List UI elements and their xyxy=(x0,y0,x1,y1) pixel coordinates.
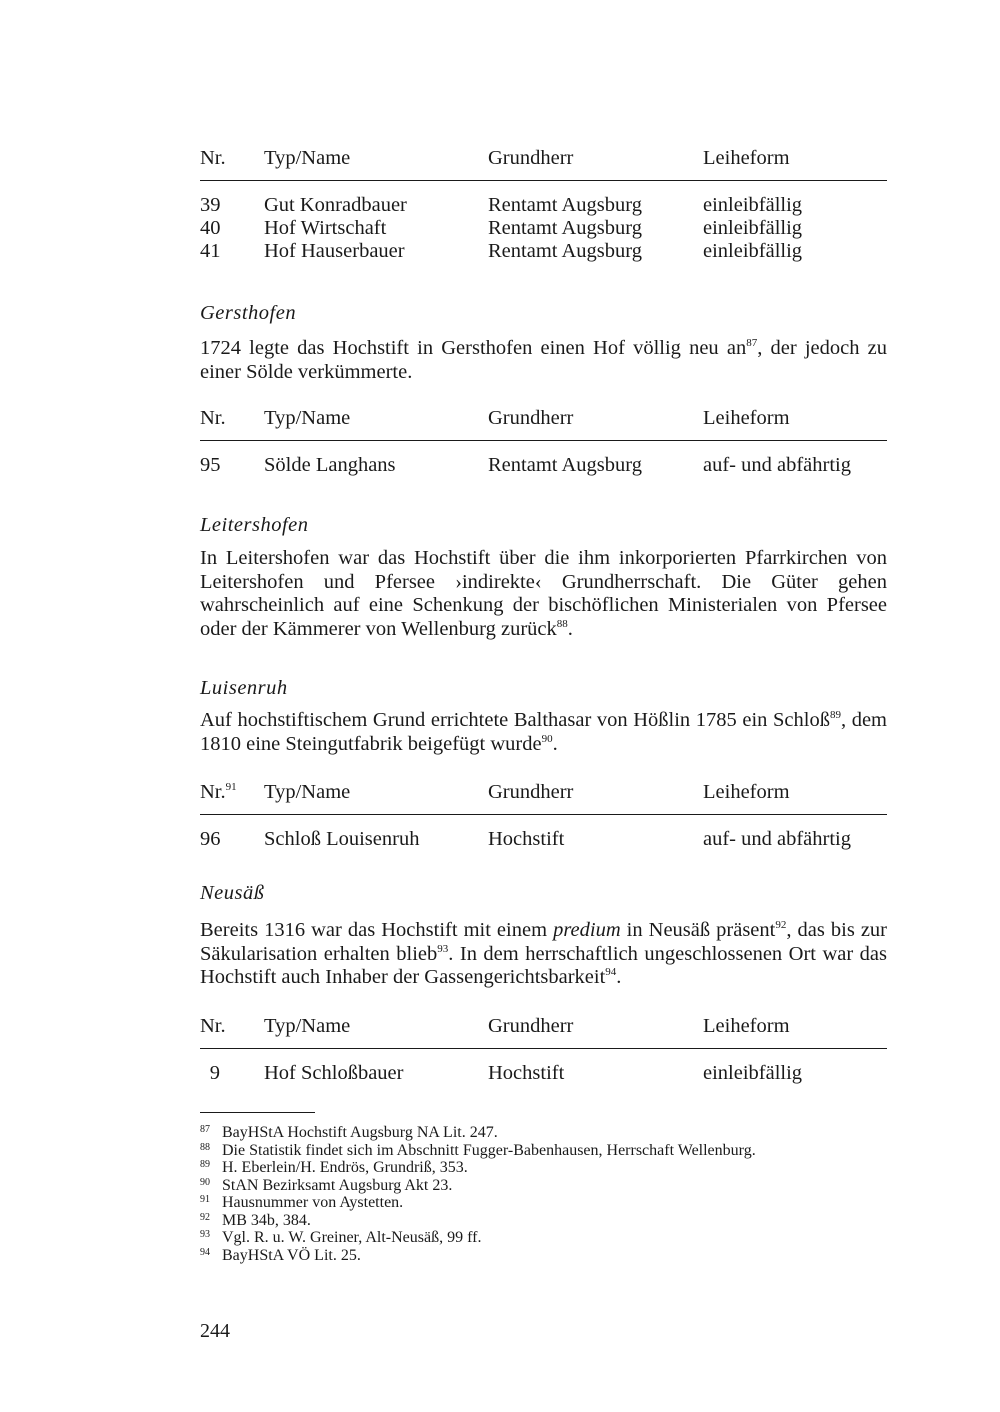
section-heading-leitershofen: Leitershofen xyxy=(200,514,309,536)
cell-typ: Hof Schloßbauer xyxy=(264,1062,404,1084)
footnote-number: 88 xyxy=(200,1141,210,1153)
footnote-number: 94 xyxy=(200,1246,210,1258)
table-1 xyxy=(200,147,887,263)
footnote xyxy=(200,1124,887,1142)
table-header xyxy=(200,1015,887,1038)
text-segment: In Leitershofen war das Hochstift über die ihm inkorporierten Pfarrkirchen von Leitershofen und Pfersee ›indirekte‹ Grundherrschaft. Die Güter gehen wahrscheinlich auf eine Schenkung der bischöflichen Ministerialen von Pfersee oder der Kämmerer von Wellenburg zurück xyxy=(200,547,887,640)
section-heading-gersthofen: Gersthofen xyxy=(200,302,297,324)
text-segment: Bereits 1316 war das Hochstift mit einem xyxy=(200,919,554,941)
footnote-text: MB 34b, 384. xyxy=(222,1211,311,1229)
table-rule xyxy=(200,814,887,815)
header-nr xyxy=(200,781,237,804)
footnote xyxy=(200,1229,887,1247)
header-nr: Nr. xyxy=(200,407,226,429)
page-number: 244 xyxy=(200,1320,230,1342)
footnote-number: 91 xyxy=(200,1194,210,1205)
cell-typ: Hof Hauserbauer xyxy=(264,240,405,262)
footnote-text: H. Eberlein/H. Endrös, Grundriß, 353. xyxy=(222,1159,468,1176)
text-segment: , der jedoch zu einer Sölde verkümmerte. xyxy=(200,337,887,383)
table-row xyxy=(200,194,887,217)
table-rule xyxy=(200,1048,887,1049)
footnote-text: BayHStA Hochstift Augsburg NA Lit. 247. xyxy=(222,1124,498,1141)
header-grundherr: Grundherr xyxy=(488,781,574,803)
footnote-ref: 88 xyxy=(556,617,568,630)
header-nr-text: Nr. xyxy=(200,781,226,803)
header-grundherr: Grundherr xyxy=(488,407,574,429)
text-segment: . In dem herrschaftlich ungeschlossenen Ort war das Hochstift auch Inhaber der Gassengerichtsbarkeit xyxy=(200,942,887,988)
footnotes xyxy=(200,1124,887,1264)
footnote-number: 87 xyxy=(200,1124,210,1135)
cell-nr: 9 xyxy=(209,1062,220,1084)
table-header xyxy=(200,147,887,170)
table-gersthofen xyxy=(200,407,887,477)
cell-typ: Hof Wirtschaft xyxy=(264,217,387,239)
footnote xyxy=(200,1177,887,1195)
text-segment: . xyxy=(567,617,573,640)
footnote-text: Die Statistik findet sich im Abschnitt Fugger-Babenhausen, Herrschaft Wellenburg. xyxy=(222,1141,756,1159)
cell-nr: 40 xyxy=(200,217,221,239)
section-heading-luisenruh: Luisenruh xyxy=(200,677,288,699)
paragraph-leitershofen xyxy=(200,547,887,641)
text-segment: Auf hochstiftischem Grund errichtete Balthasar von Hößlin 1785 ein Schloß xyxy=(200,709,830,731)
paragraph-gersthofen xyxy=(200,337,887,384)
table-row xyxy=(200,240,887,263)
footnote xyxy=(200,1212,887,1230)
cell-grundherr: Rentamt Augsburg xyxy=(488,194,642,216)
header-grundherr: Grundherr xyxy=(488,147,574,169)
cell-leiheform: einleibfällig xyxy=(703,217,803,239)
paragraph-luisenruh xyxy=(200,709,887,756)
table-row xyxy=(200,454,887,477)
text-segment: . xyxy=(616,966,622,988)
footnote-text: Hausnummer von Aystetten. xyxy=(222,1194,404,1211)
text-segment: , das bis zur Säkularisation erhalten blieb xyxy=(200,919,888,965)
cell-grundherr: Hochstift xyxy=(488,1062,565,1084)
cell-leiheform: einleibfällig xyxy=(703,194,803,216)
cell-nr: 39 xyxy=(200,194,221,216)
footnote-ref: 93 xyxy=(437,942,449,955)
cell-grundherr: Rentamt Augsburg xyxy=(488,454,642,476)
cell-typ: Schloß Louisenruh xyxy=(264,828,420,850)
header-typ: Typ/Name xyxy=(264,781,351,803)
footnote-text: StAN Bezirksamt Augsburg Akt 23. xyxy=(222,1176,453,1194)
cell-leiheform: auf- und abfährtig xyxy=(703,454,851,476)
footnote xyxy=(200,1194,887,1212)
table-luisenruh xyxy=(200,781,887,851)
table-row xyxy=(200,828,887,851)
cell-grundherr: Rentamt Augsburg xyxy=(488,217,642,239)
footnote-separator xyxy=(200,1112,315,1113)
table-header xyxy=(200,407,887,430)
table-row xyxy=(200,1062,887,1085)
cell-nr: 41 xyxy=(200,240,221,262)
text-segment: 1724 legte das Hochstift in Gersthofen einen Hof völlig neu an xyxy=(200,337,747,359)
footnote-text: BayHStA VÖ Lit. 25. xyxy=(222,1246,361,1264)
text-segment: in Neusäß präsent xyxy=(620,919,776,941)
footnote-ref: 90 xyxy=(541,732,553,745)
header-leiheform: Leiheform xyxy=(703,147,790,169)
footnote-ref: 87 xyxy=(746,337,758,349)
cell-typ: Gut Konradbauer xyxy=(264,194,407,216)
cell-nr: 95 xyxy=(200,454,221,476)
footnote-ref: 91 xyxy=(225,781,237,793)
section-heading-neusaess: Neusäß xyxy=(200,882,265,904)
footnote-number: 89 xyxy=(200,1159,210,1170)
header-typ: Typ/Name xyxy=(264,407,351,429)
footnote xyxy=(200,1142,887,1160)
header-typ: Typ/Name xyxy=(264,147,351,169)
footnote xyxy=(200,1159,887,1177)
table-neusaess xyxy=(200,1015,887,1085)
cell-grundherr: Hochstift xyxy=(488,828,565,850)
text-segment: . xyxy=(552,732,558,755)
italic-term: predium xyxy=(553,919,621,941)
footnote-number: 92 xyxy=(200,1211,210,1223)
cell-grundherr: Rentamt Augsburg xyxy=(488,240,642,262)
table-rule xyxy=(200,440,887,441)
cell-leiheform: einleibfällig xyxy=(703,240,803,262)
footnote-ref: 89 xyxy=(829,709,841,721)
footnote-text: Vgl. R. u. W. Greiner, Alt-Neusäß, 99 ff. xyxy=(222,1229,482,1246)
footnote xyxy=(200,1247,887,1265)
header-nr: Nr. xyxy=(200,147,226,169)
cell-leiheform: auf- und abfährtig xyxy=(703,828,851,850)
header-leiheform: Leiheform xyxy=(703,1015,790,1037)
header-grundherr: Grundherr xyxy=(488,1015,574,1037)
footnote-ref: 92 xyxy=(775,919,787,931)
text-segment: , dem 1810 eine Steingutfabrik beigefügt wurde xyxy=(200,709,888,755)
cell-typ: Sölde Langhans xyxy=(264,454,396,476)
header-nr: Nr. xyxy=(200,1015,226,1037)
cell-nr: 96 xyxy=(200,828,221,850)
header-leiheform: Leiheform xyxy=(703,781,790,803)
footnote-number: 93 xyxy=(200,1229,210,1240)
header-leiheform: Leiheform xyxy=(703,407,790,429)
table-rule xyxy=(200,180,887,181)
footnote-number: 90 xyxy=(200,1176,210,1188)
paragraph-neusaess xyxy=(200,919,887,990)
table-header xyxy=(200,781,887,804)
table-row xyxy=(200,217,887,240)
cell-leiheform: einleibfällig xyxy=(703,1062,803,1084)
footnote-ref: 94 xyxy=(605,966,617,978)
header-typ: Typ/Name xyxy=(264,1015,351,1037)
